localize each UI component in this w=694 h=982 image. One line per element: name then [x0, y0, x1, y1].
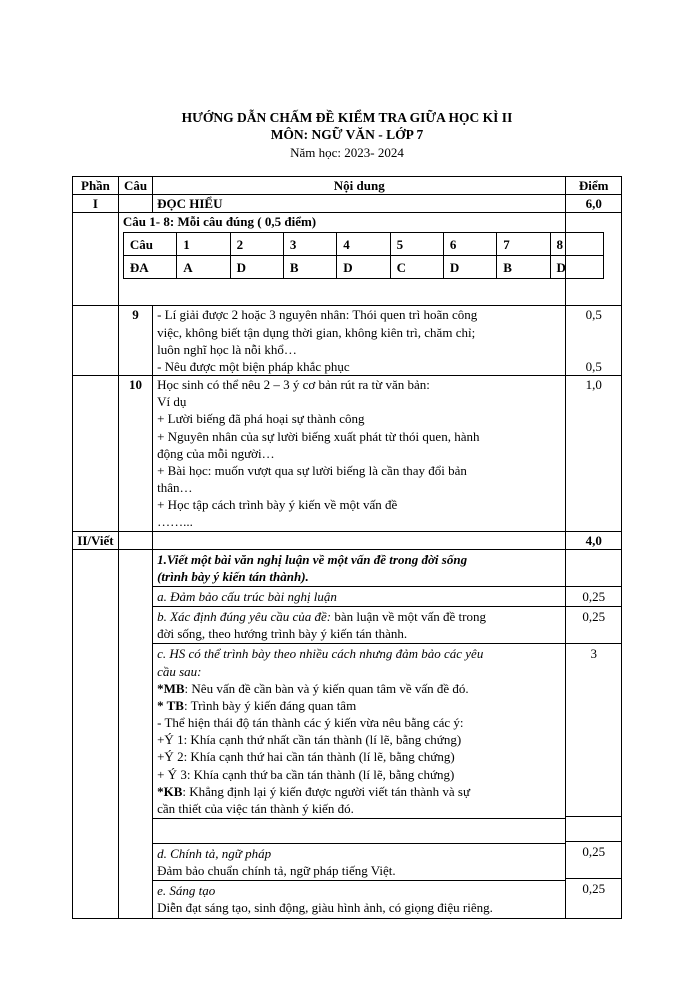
criterion-d: d. Chính tả, ngữ pháp Đảm bảo chuẩn chính tả, ngữ pháp tiếng Việt.	[153, 843, 565, 880]
q10-line: + Học tập cách trình bày ý kiến về một vấn đề	[157, 497, 398, 513]
q10-line: + Nguyên nhân của sự lười biếng xuất phát từ thói quen, hành	[157, 428, 480, 444]
grading-table	[72, 176, 622, 919]
q10-line: Học sinh có thể nêu 2 – 3 ý cơ bản rút ra từ văn bản:	[157, 377, 430, 393]
writing-scores	[566, 549, 622, 918]
criterion-a: a. Đảm bảo cấu trúc bài nghị luận	[153, 586, 565, 606]
answer-key-answer-row	[123, 256, 603, 279]
answer-letter: A	[177, 256, 230, 279]
mcq-title: Câu 1- 8: Mỗi câu đúng ( 0,5 điểm)	[122, 214, 317, 230]
part2-label: II/Viết	[73, 531, 119, 549]
q9-row	[73, 306, 622, 376]
q9-score-1: 0,5	[585, 307, 602, 323]
q9-line: - Nêu được một biện pháp khắc phục	[157, 358, 350, 374]
answer-letter: D	[550, 256, 603, 279]
question-number: 8	[550, 233, 603, 256]
part1-title: ĐỌC HIỂU	[153, 195, 566, 213]
score-a: 0,25	[566, 586, 621, 606]
mcq-row	[73, 213, 622, 306]
blank-row	[153, 818, 565, 843]
q10-line: Ví dụ	[157, 394, 187, 410]
q10-content	[153, 376, 566, 531]
part2-score: 4,0	[566, 531, 622, 549]
q10-row	[73, 376, 622, 531]
header-phan: Phần	[73, 177, 119, 195]
table-header-row	[73, 177, 622, 195]
answer-letter: D	[230, 256, 283, 279]
q9-line: - Lí giải được 2 hoặc 3 nguyên nhân: Thói quen trì hoãn công	[157, 307, 478, 323]
q10-line: + Bài học: muốn vượt qua sự lười biếng là cần thay đổi bản	[157, 462, 467, 478]
q10-line: + Lười biếng đã phá hoại sự thành công	[157, 411, 365, 427]
q9-scores	[566, 306, 622, 376]
answer-letter: C	[390, 256, 443, 279]
answer-letter: B	[497, 256, 550, 279]
criterion-e: e. Sáng tạo Diễn đạt sáng tạo, sinh động, giàu hình ảnh, có giọng điệu riêng.	[153, 880, 565, 917]
header-cau: Câu	[118, 177, 152, 195]
answer-letter: D	[443, 256, 496, 279]
answer-letter: D	[337, 256, 390, 279]
q10-line: ……...	[157, 514, 193, 530]
criterion-b: b. Xác định đúng yêu cầu của đề: bàn luận về một vấn đề trong đời sống, theo hướng trình bày ý kiến tán thành.	[153, 606, 565, 643]
q10-line: thân…	[157, 480, 193, 496]
question-number: 1	[177, 233, 230, 256]
q9-line: luôn nghĩ học là nỗi khổ…	[157, 341, 297, 357]
q9-content	[153, 306, 566, 376]
answer-key-q-label: Câu	[123, 233, 176, 256]
part1-label: I	[73, 195, 119, 213]
q10-score: 1,0	[566, 376, 622, 531]
part2-row	[73, 531, 622, 549]
score-c: 3	[566, 643, 621, 816]
writing-content	[153, 549, 566, 918]
question-number: 7	[497, 233, 550, 256]
score-b: 0,25	[566, 606, 621, 643]
q9-score-2: 0,5	[585, 358, 602, 374]
q9-line: việc, không biết tận dụng thời gian, không kiên trì, chăm chỉ;	[157, 324, 476, 340]
question-number: 2	[230, 233, 283, 256]
part1-score: 6,0	[566, 195, 622, 213]
answer-key-a-label: ĐA	[123, 256, 176, 279]
subject-title: MÔN: NGỮ VĂN - LỚP 7	[270, 127, 424, 142]
writing-task-title: 1.Viết một bài văn nghị luận về một vấn đề trong đời sống (trình bày ý kiến tán thành).	[157, 551, 468, 584]
writing-row	[73, 549, 622, 918]
answer-key-table	[123, 232, 604, 279]
score-d: 0,25	[566, 841, 621, 878]
header-diem: Điểm	[566, 177, 622, 195]
question-number: 5	[390, 233, 443, 256]
criterion-c: c. HS có thể trình bày theo nhiều cách nhưng đảm bảo các yêu cầu sau: *MB: Nêu vấn đề cần bàn và ý kiến quan tâm về vấn đề đó. * TB: Trình bày ý kiến đáng quan tâm - Thể hiện thái độ tán thành các ý kiến vừa nêu bằng các ý: +Ý 1: Khía cạnh thứ nhất cần tán thành (lí lẽ, bằng chứng) +Ý 2: Khía cạnh thứ hai cần tán thành (lí lẽ, bằng chứng) + Ý 3: Khía cạnh thứ ba cần tán thành (lí lẽ, bằng chứng) *KB: Khẳng định lại ý kiến được người viết tán thành và sự cần thiết của việc tán thành ý kiến đó.	[153, 643, 565, 818]
answer-letter: B	[283, 256, 336, 279]
mcq-cell	[118, 213, 566, 306]
q10-number: 10	[118, 376, 152, 531]
q10-line: động của mỗi người…	[157, 445, 275, 461]
header-noidung: Nội dung	[153, 177, 566, 195]
answer-key-question-row	[123, 233, 603, 256]
part1-row	[73, 195, 622, 213]
question-number: 4	[337, 233, 390, 256]
school-year: Năm học: 2023- 2024	[290, 145, 404, 160]
q9-number: 9	[118, 306, 152, 376]
score-e: 0,25	[566, 878, 621, 915]
question-number: 3	[283, 233, 336, 256]
question-number: 6	[443, 233, 496, 256]
document-title: HƯỚNG DẪN CHẤM ĐỀ KIỂM TRA GIỮA HỌC KÌ II	[181, 110, 513, 125]
